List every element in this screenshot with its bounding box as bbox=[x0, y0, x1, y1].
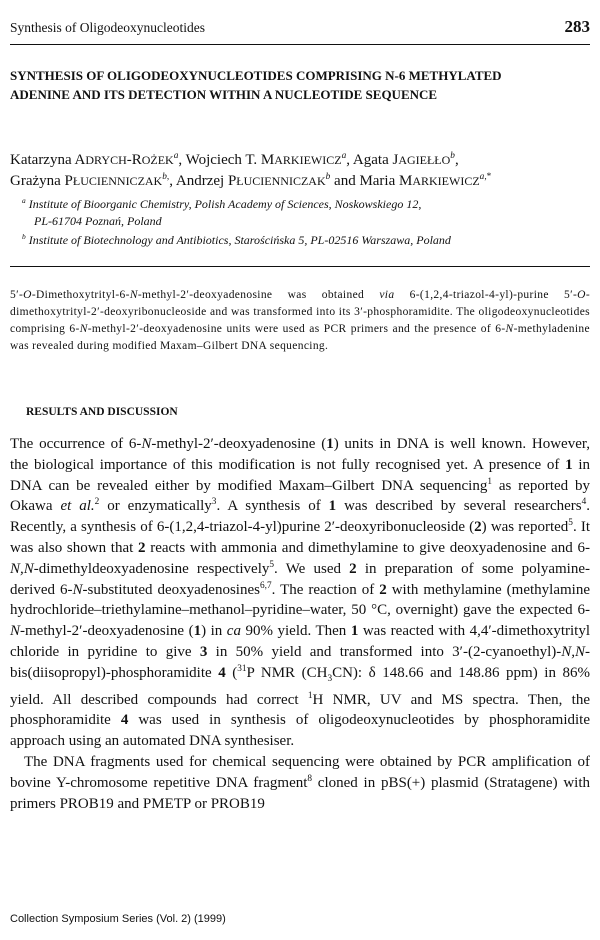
running-title: Synthesis of Oligodeoxynucleotides bbox=[10, 20, 205, 35]
abstract-rule bbox=[10, 266, 590, 267]
section-heading: RESULTS AND DISCUSSION bbox=[26, 406, 178, 418]
series-footer: Collection Symposium Series (Vol. 2) (1999) bbox=[10, 913, 226, 925]
author-list: Katarzyna ADRYCH-ROŻEK$^a$, Wojciech T. MARKIEWICZ$^a$, Agata JAGIEŁŁO$^b$, Grażyna $PŁUCIENNICZAK^{b,}$, Andrzej PŁUCIENNICZAK$^b$ and Maria $MARKIEWICZ^{a,*}$ bbox=[10, 151, 492, 189]
header-rule bbox=[10, 44, 590, 45]
body-text bbox=[10, 434, 590, 814]
affiliation-a: $^a$ Institute of Bioorganic Chemistry, Polish Academy of Sciences, Noskowskiego 12, PL-61704 Poznań, Poland bbox=[22, 196, 582, 230]
affiliation-b: $^b$ Institute of Biotechnology and Antibiotics, Starościńska 5, PL-02516 Warszawa, Poland bbox=[22, 232, 451, 247]
body-paragraph-2: The DNA fragments used for chemical sequencing were obtained by PCR amplification of bovine Y-chromosome repetitive DNA fragment$^8$ cloned in pBS(+) plasmid (Stratagene) with primers PROB19 and PMETP or PROB19 bbox=[10, 753, 590, 812]
running-head bbox=[10, 18, 590, 42]
affiliation-a-line2: PL-61704 Poznań, Poland bbox=[34, 214, 162, 228]
affiliation-b-line1: Institute of Biotechnology and Antibiotics, Starościńska 5, PL-02516 Warszawa, Poland bbox=[28, 233, 451, 247]
page-number: 283 bbox=[564, 17, 590, 36]
affiliation-a-line1: Institute of Bioorganic Chemistry, Polish Academy of Sciences, Noskowskiego 12, bbox=[28, 197, 422, 211]
article-title: SYNTHESIS OF OLIGODEOXYNUCLEOTIDES COMPRISING N-6 METHYLATED ADENINE AND ITS DETECTION WITHIN A NUCLEOTIDE SEQUENCE bbox=[10, 68, 502, 102]
body-paragraph-1: The occurrence of 6-N-methyl-2′-deoxyadenosine (1) units in DNA is well known. However, the biological importance of this modification is not fully recognised yet. A presence of 1 in DNA can be revealed either by modified Maxam–Gilbert DNA sequencing$^1$ as reported by Okawa et al.$^2$ or enzymatically$^3$. A synthesis of 1 was described by several researchers$^4$. Recently, a synthesis of 6-(1,2,4-triazol-4-yl)purine 2′-deoxyribonucleoside (2) was reported$^5$. It was also shown that 2 reacts with ammonia and dimethylamine to give deoxyadenosine and 6-N,N-dimethyldeoxyadenosine respectively$^5$. We used 2 in preparation of some polyamine-derived 6-N-substituted deoxyadenosines$^{6,7}$. The reaction of 2 with methylamine (methylamine hydrochloride–triethylamine–methanol–pyridine–water, 50 °C, overnight) gave the expected 6-N-methyl-2′-deoxyadenosine (1) in ca 90% yield. Then 1 was reacted with 4,4′-dimethoxytrityl chloride in pyridine to give 3 in 50% yield and transformed into 3′-(2-cyanoethyl)-N,N-bis(diisopropyl)-phosphoramidite 4 ($^{31}$P NMR $(CH_3CN)$: δ 148.66 and 148.86 ppm) in 86% yield. All described compounds had correct $^1$H NMR, UV and MS spectra. Then, the phosphoramidite 4 was used in synthesis of oligodeoxynucleotides by phosphoramidite approach using an automated DNA synthesiser. bbox=[10, 436, 591, 750]
abstract: 5′-O-Dimethoxytrityl-6-N-methyl-2′-deoxyadenosine was obtained via 6-(1,2,4-triazol-4-yl)-purine 5′-O-dimethoxytrityl-2′-deoxyribonucleoside and was transformed into its 3′-phosphoramidite. The oligodeoxynucleotides comprising 6-N-methyl-2′-deoxyadenosine units were used as PCR primers and the presence of 6-N-methyladenine was revealed during modified Maxam–Gilbert DNA sequencing. bbox=[10, 289, 590, 352]
